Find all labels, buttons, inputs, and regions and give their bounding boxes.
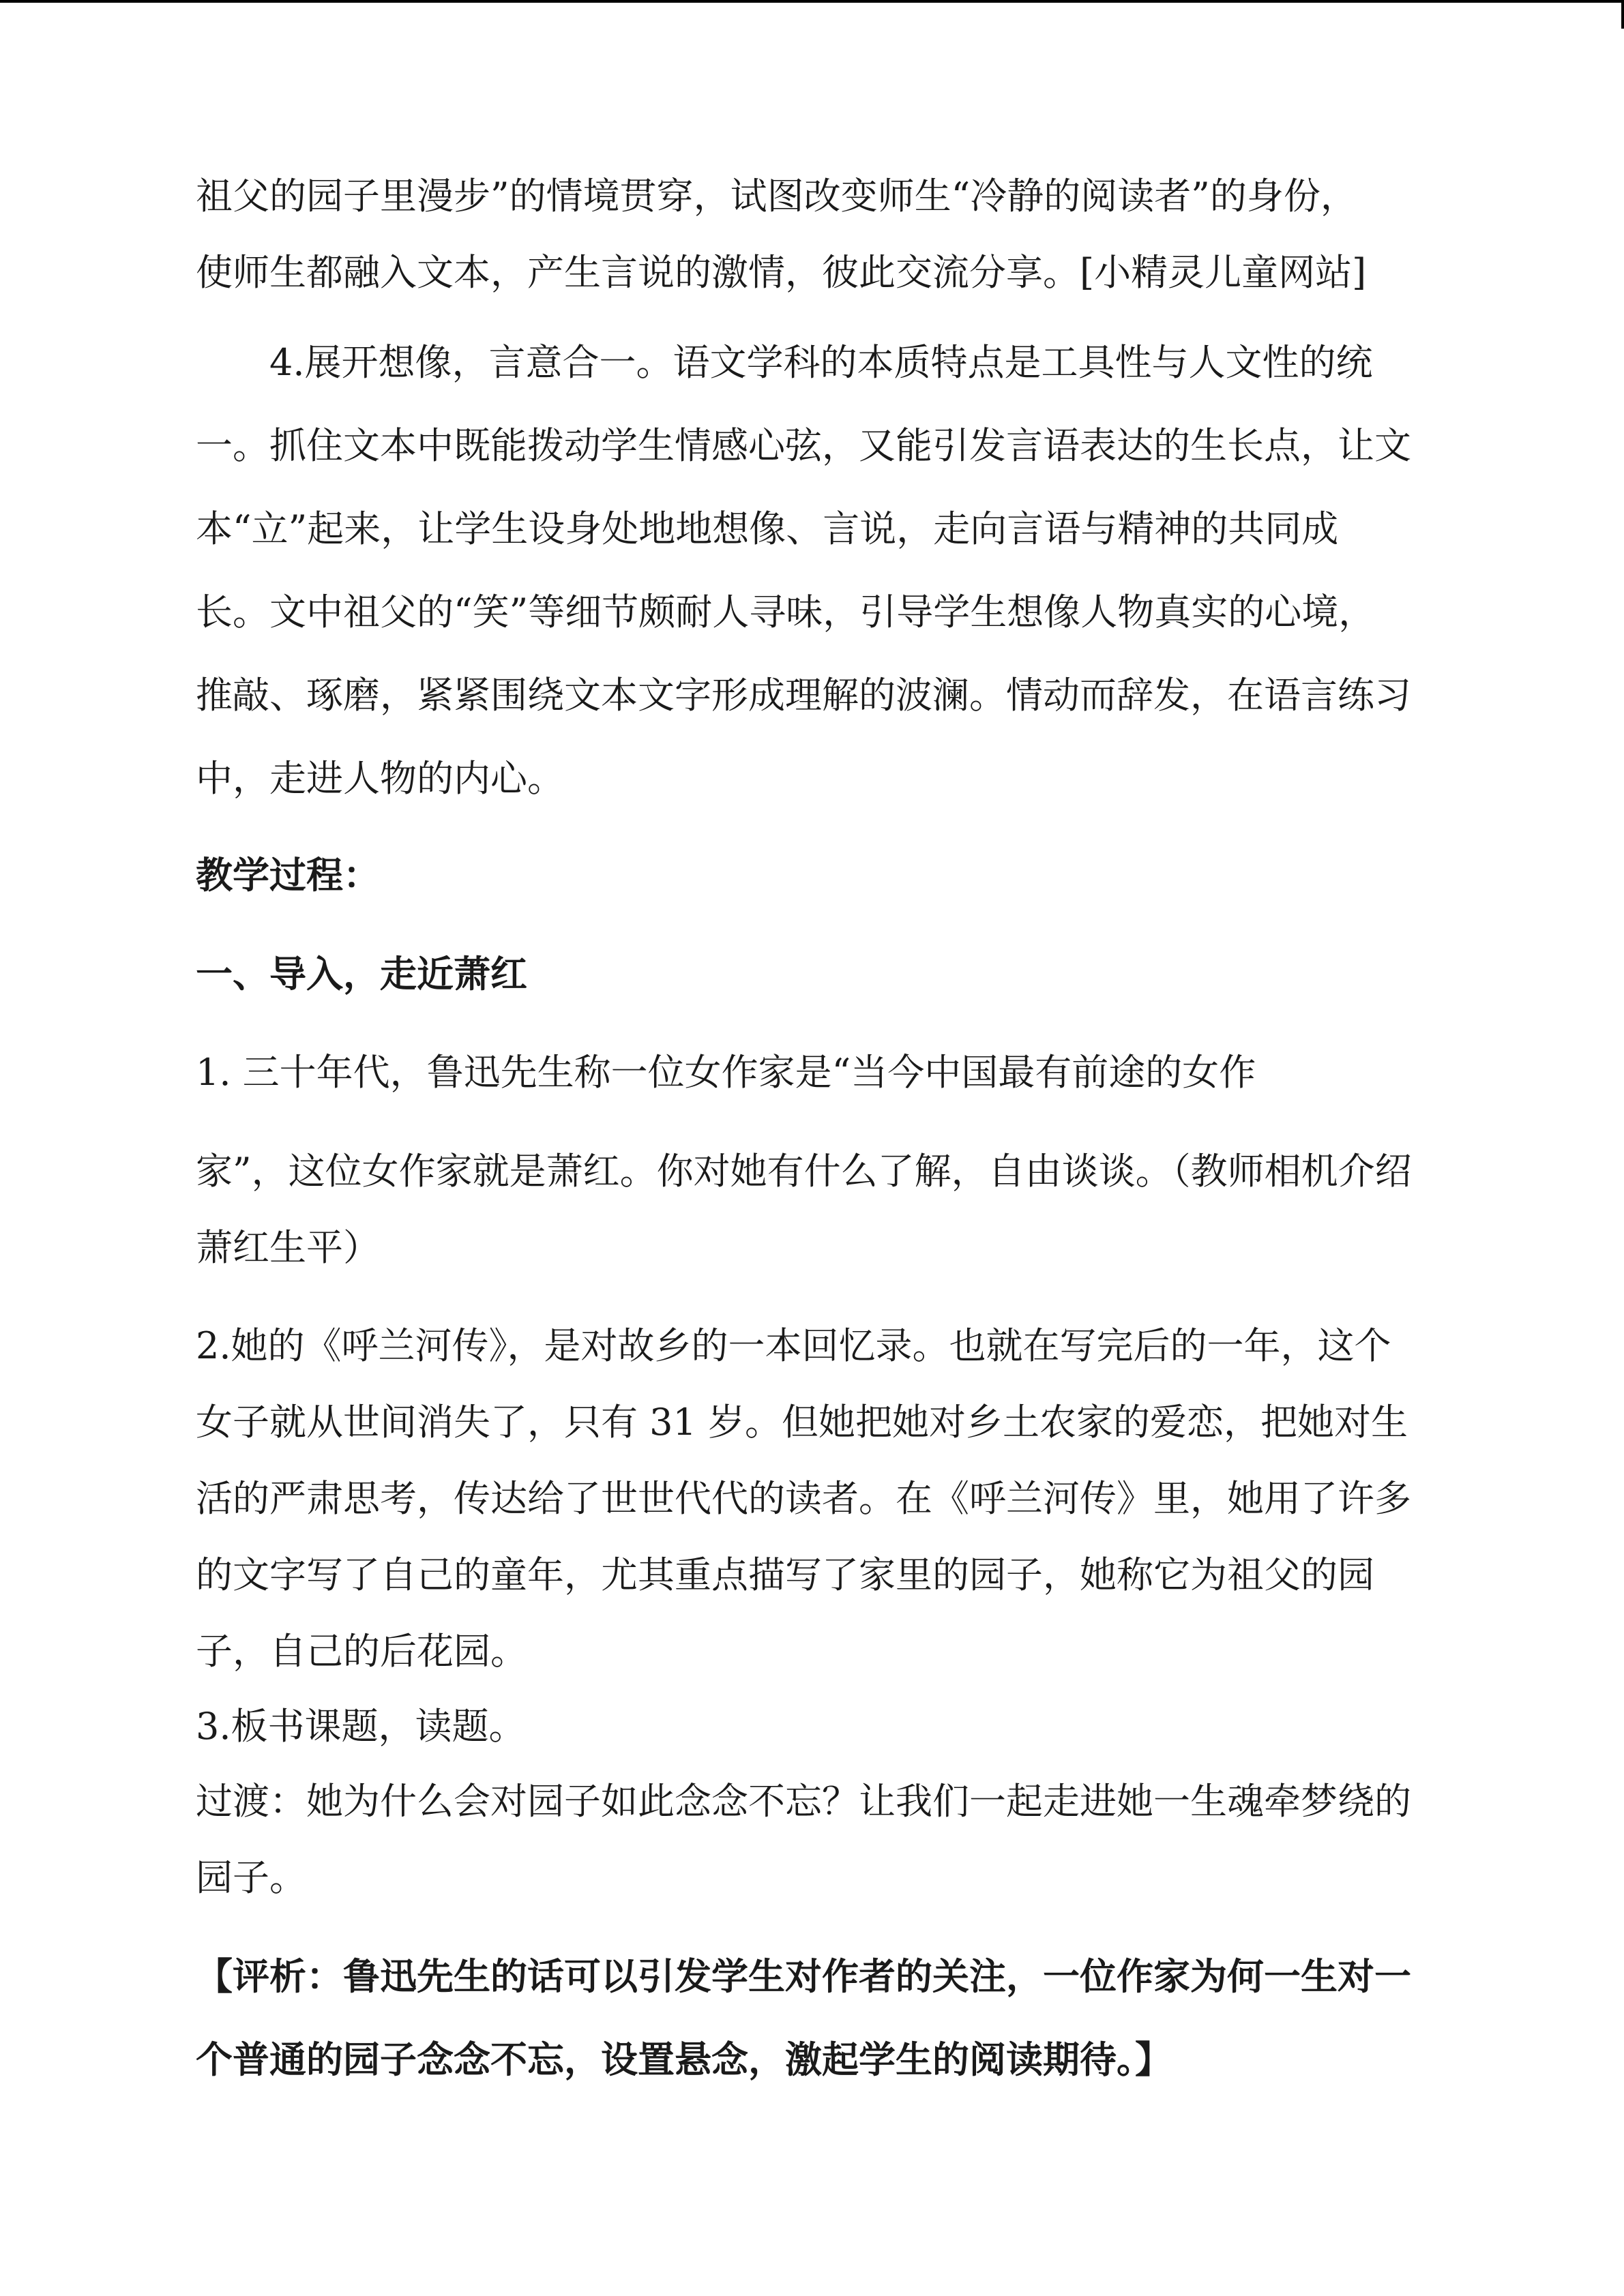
text-line: 2.她的《呼兰河传》，是对故乡的一本回忆录。也就在写完后的一年，这个 bbox=[196, 1324, 1391, 1367]
text-line: 使师生都融入文本，产生言说的激情，彼此交流分享。[小精灵儿童网站] bbox=[196, 251, 1367, 294]
page-corner-border bbox=[1621, 0, 1624, 29]
text-line: 推敲、琢磨，紧紧围绕文本文字形成理解的波澜。情动而辞发，在语言练习 bbox=[196, 674, 1411, 717]
text-line: 家”，这位女作家就是萧红。你对她有什么了解，自由谈谈。（教师相机介绍 bbox=[196, 1150, 1412, 1193]
text-line: 本“立”起来，让学生设身处地地想像、言说，走向言语与精神的共同成 bbox=[196, 507, 1339, 550]
text-line: 女子就从世间消失了，只有 31 岁。但她把她对乡土农家的爱恋，把她对生 bbox=[196, 1401, 1408, 1444]
text-line: 1. 三十年代，鲁迅先生称一位女作家是“当今中国最有前途的女作 bbox=[196, 1051, 1256, 1094]
text-line: 子，自己的后花园。 bbox=[196, 1630, 527, 1673]
text-line: 4.展开想像，言意合一。语文学科的本质特点是工具性与人文性的统 bbox=[196, 341, 1373, 384]
text-line: 活的严肃思考，传达给了世世代代的读者。在《呼兰河传》里，她用了许多 bbox=[196, 1477, 1411, 1520]
document-page bbox=[196, 170, 1458, 2085]
paragraph-principle-4 bbox=[196, 337, 1458, 804]
page-top-border bbox=[0, 0, 1624, 3]
text-line: 萧红生平） bbox=[196, 1226, 380, 1269]
text-line: 园子。 bbox=[196, 1856, 306, 1899]
text-line: 一。抓住文本中既能拨动学生情感心弦，又能引发言语表达的生长点，让文 bbox=[196, 424, 1411, 467]
commentary-paragraph bbox=[196, 1951, 1458, 2085]
paragraph-context bbox=[196, 170, 1458, 298]
text-line: 的文字写了自己的童年，尤其重点描写了家里的园子，她称它为祖父的园 bbox=[196, 1553, 1374, 1596]
text-line: 长。文中祖父的“笑”等细节颇耐人寻味，引导学生想像人物真实的心境， bbox=[196, 591, 1376, 633]
heading-section-introduction: 一、导入，走近萧红 bbox=[196, 952, 527, 996]
transition-paragraph bbox=[196, 1776, 1458, 1903]
text-line: 中，走进人物的内心。 bbox=[196, 757, 564, 800]
list-item-1 bbox=[196, 1047, 1458, 1273]
text-line: 祖父的园子里漫步”的情境贯穿，试图改变师生“冷静的阅读者”的身份， bbox=[196, 175, 1357, 218]
list-item-3: 3.板书课题，读题。 bbox=[196, 1705, 526, 1748]
text-line: 【评析：鲁迅先生的话可以引发学生对作者的关注，一位作家为何一生对一 bbox=[196, 1954, 1411, 1998]
text-line: 过渡：她为什么会对园子如此念念不忘？让我们一起走进她一生魂牵梦绕的 bbox=[196, 1780, 1411, 1823]
heading-teaching-process: 教学过程： bbox=[196, 853, 380, 897]
text-line: 个普通的园子念念不忘，设置悬念，激起学生的阅读期待。】 bbox=[196, 2038, 1172, 2081]
list-item-2 bbox=[196, 1320, 1458, 1677]
